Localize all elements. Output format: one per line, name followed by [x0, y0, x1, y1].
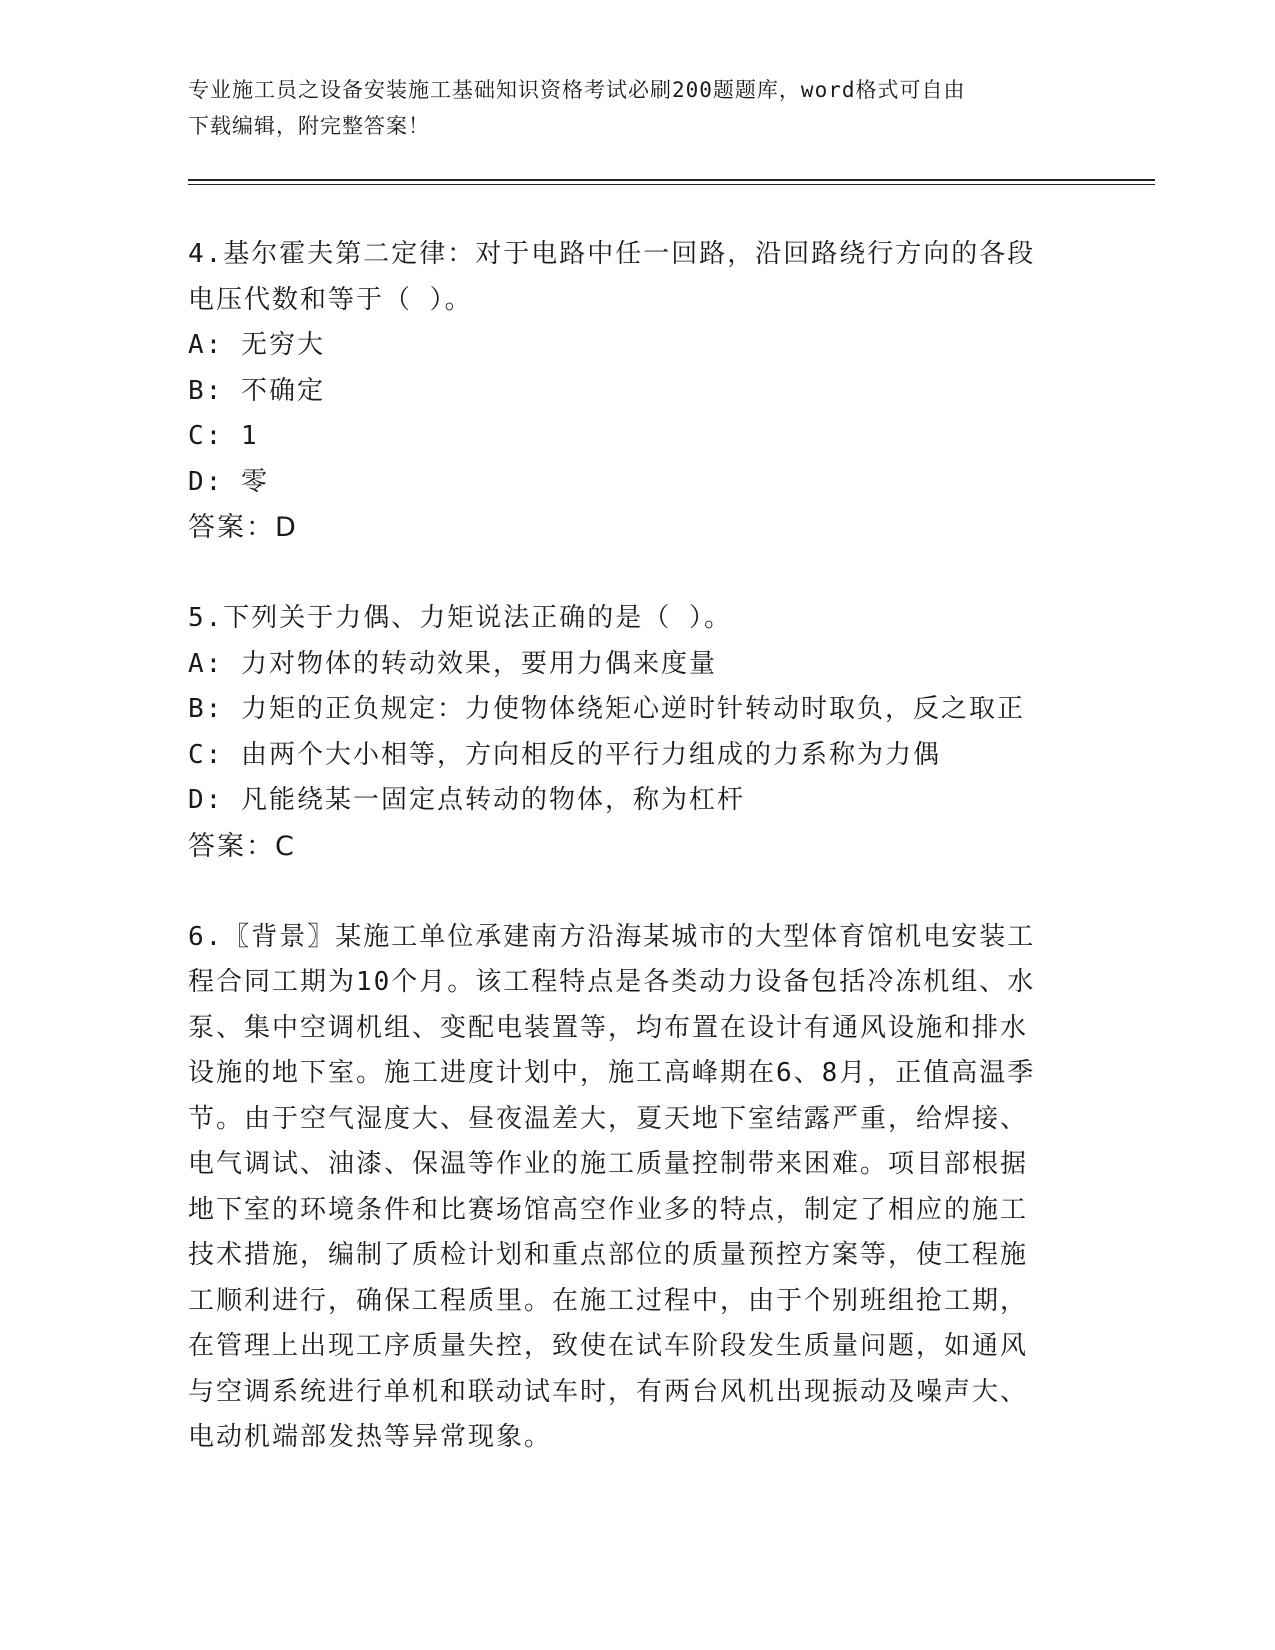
- question-4-stem-line-1: 4.基尔霍夫第二定律：对于电路中任一回路，沿回路绕行方向的各段: [188, 239, 1036, 269]
- question-spacer: [188, 551, 1088, 597]
- question-4-option-b: B: 不确定: [188, 375, 325, 406]
- question-6-stem-line-3: 泵、集中空调机组、变配电装置等，均布置在设计有通风设施和排水: [188, 1012, 1029, 1043]
- header-line-1: 专业施工员之设备安装施工基础知识资格考试必刷200题题库，word格式可自由: [188, 78, 966, 102]
- question-6-stem-line-6: 电气调试、油漆、保温等作业的施工质量控制带来困难。项目部根据: [188, 1149, 1029, 1179]
- question-6-stem-line-10: 在管理上出现工序质量失控，致使在试车阶段发生质量问题，如通风: [188, 1331, 1029, 1361]
- question-4-option-c: C: 1: [188, 421, 259, 451]
- question-6-stem-line-12: 电动机端部发热等异常现象。: [188, 1422, 553, 1452]
- header-divider-thin: [188, 184, 1155, 185]
- question-4: [188, 232, 1088, 551]
- question-6: [188, 915, 1088, 1461]
- question-spacer: [188, 869, 1088, 915]
- header-divider-thick: [188, 179, 1155, 181]
- question-5-option-c: C: 由两个大小相等，方向相反的平行力组成的力系称为力偶: [188, 739, 941, 770]
- question-5-option-d: D: 凡能绕某一固定点转动的物体，称为杠杆: [188, 785, 745, 815]
- document-header: [188, 72, 1068, 144]
- question-6-stem-line-1: 6.〖背景〗某施工单位承建南方沿海某城市的大型体育馆机电安装工: [188, 921, 1036, 952]
- question-6-stem-line-7: 地下室的环境条件和比赛场馆高空作业多的特点，制定了相应的施工: [188, 1194, 1029, 1225]
- question-4-option-a: A: 无穷大: [188, 330, 325, 360]
- question-6-stem-line-8: 技术措施，编制了质检计划和重点部位的质量预控方案等，使工程施: [188, 1240, 1029, 1270]
- question-4-option-d: D: 零: [188, 466, 269, 497]
- question-6-stem-line-5: 节。由于空气湿度大、昼夜温差大，夏天地下室结露严重，给焊接、: [188, 1103, 1029, 1134]
- header-line-2: 下载编辑，附完整答案！: [188, 114, 430, 138]
- question-6-stem-line-9: 工顺利进行，确保工程质里。在施工过程中，由于个别班组抢工期，: [188, 1285, 1029, 1316]
- question-5-answer: 答案：C: [188, 830, 296, 862]
- question-5: [188, 596, 1088, 869]
- question-4-answer: 答案：D: [188, 512, 298, 543]
- question-4-stem-line-2: 电压代数和等于（ ）。: [188, 284, 473, 315]
- question-list: [188, 232, 1088, 1461]
- question-6-stem-line-2: 程合同工期为10个月。该工程特点是各类动力设备包括冷冻机组、水: [188, 967, 1036, 997]
- question-5-stem-line-1: 5.下列关于力偶、力矩说法正确的是（ ）。: [188, 603, 732, 633]
- question-5-option-a: A: 力对物体的转动效果，要用力偶来度量: [188, 648, 717, 679]
- question-6-stem-line-11: 与空调系统进行单机和联动试车时，有两台风机出现振动及噪声大、: [188, 1376, 1029, 1407]
- question-5-option-b: B: 力矩的正负规定：力使物体绕矩心逆时针转动时取负，反之取正: [188, 694, 1025, 724]
- question-6-stem-line-4: 设施的地下室。施工进度计划中，施工高峰期在6、8月，正值高温季: [188, 1058, 1036, 1088]
